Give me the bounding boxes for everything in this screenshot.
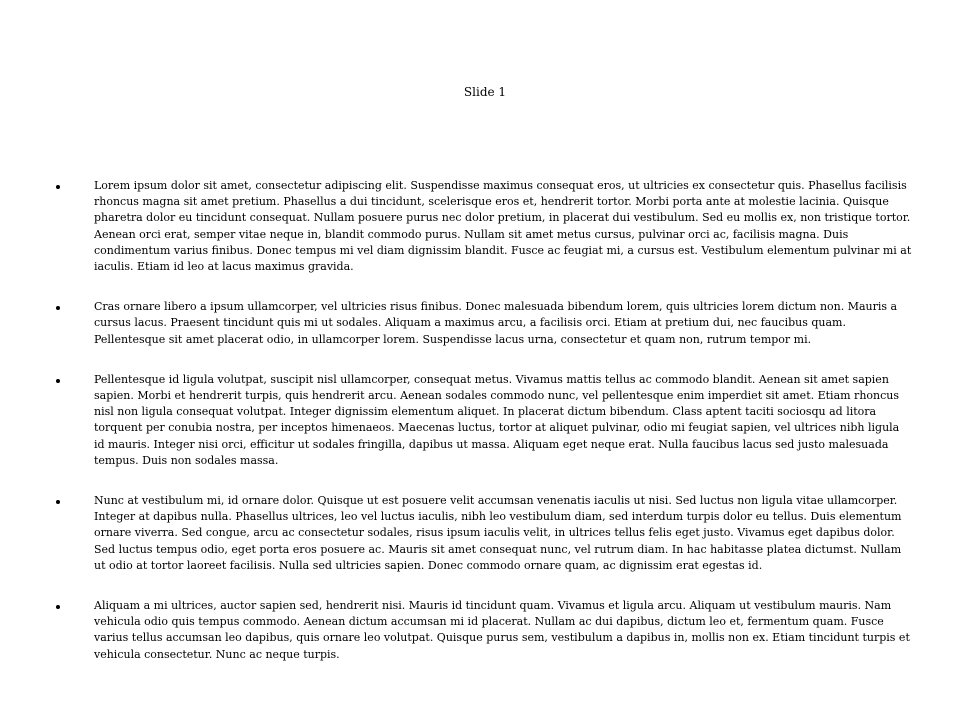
- bullet-dot-icon: [56, 500, 60, 504]
- bullet-item: [56, 299, 912, 348]
- slide-title: Slide 1: [463, 85, 507, 99]
- bullet-text: Nunc at vestibulum mi, id ornare dolor. Quisque ut est posuere velit accumsan venenatis iaculis ut nisi. Sed luctus non ligula vitae ullamcorper. Integer at dapibus nulla. Phasellus ultrices, leo vel luctus iaculis, nibh leo vestibulum diam, sed interdum turpis dolor eu tellus. Duis elementum ornare viverra. Sed congue, arcu ac consectetur sodales, risus ipsum iaculis velit, in ultrices tellus felis eget justo. Vivamus eget dapibus dolor. Sed luctus tempus odio, eget porta eros posuere ac. Mauris sit amet consequat nunc, vel rutrum diam. In hac habitasse platea dictumst. Nullam ut odio at tortor laoreet facilisis. Nulla sed ultricies sapien. Donec commodo ornare quam, ac dignissim erat egestas id.: [94, 494, 902, 572]
- bullet-dot-icon: [56, 306, 60, 310]
- bullet-list: [56, 178, 912, 687]
- bullet-text: Cras ornare libero a ipsum ullamcorper, vel ultricies risus finibus. Donec malesuada bibendum lorem, quis ultricies lorem dictum non. Mauris a cursus lacus. Praesent tincidunt quis mi ut sodales. Aliquam a maximus arcu, a facilisis orci. Etiam at pretium dui, nec faucibus quam. Pellentesque sit amet placerat odio, in ullamcorper lorem. Suspendisse lacus urna, consectetur et quam non, rutrum tempor mi.: [94, 300, 898, 346]
- bullet-text: Pellentesque id ligula volutpat, suscipit nisl ullamcorper, consequat metus. Vivamus mattis tellus ac commodo blandit. Aenean sit amet sapien sapien. Morbi et hendrerit turpis, quis hendrerit arcu. Aenean sodales commodo nunc, vel pellentesque enim imperdiet sit amet. Etiam rhoncus nisl non ligula consequat volutpat. Integer dignissim elementum aliquet. In placerat dictum bibendum. Class aptent taciti sociosqu ad litora torquent per conubia nostra, per inceptos himenaeos. Maecenas luctus, tortor at aliquet pulvinar, odio mi feugiat sapien, vel ultrices nibh ligula id mauris. Integer nisi orci, efficitur ut sodales fringilla, dapibus ut massa. Aliquam eget neque erat. Nulla faucibus lacus sed justo malesuada tempus. Duis non sodales massa.: [94, 372, 900, 467]
- bullet-text: Aliquam a mi ultrices, auctor sapien sed, hendrerit nisi. Mauris id tincidunt quam. Vivamus et ligula arcu. Aliquam ut vestibulum mauris. Nam vehicula odio quis tempus commodo. Aenean dictum accumsan mi id placerat. Nullam ac dui dapibus, dictum leo et, fermentum quam. Fusce varius tellus accumsan leo dapibus, quis ornare leo volutpat. Quisque purus sem, vestibulum a dapibus in, mollis non ex. Etiam tincidunt turpis et vehicula consectetur. Nunc ac neque turpis.: [94, 599, 910, 661]
- bullet-item: [56, 493, 912, 574]
- bullet-item: [56, 372, 912, 469]
- bullet-item: [56, 598, 912, 663]
- bullet-text: Lorem ipsum dolor sit amet, consectetur adipiscing elit. Suspendisse maximus consequat eros, ut ultricies ex consectetur quis. Phasellus facilisis rhoncus magna sit amet pretium. Phasellus a dui tincidunt, scelerisque eros et, hendrerit tortor. Morbi porta ante at molestie lacinia. Quisque pharetra dolor eu tincidunt consequat. Nullam posuere purus nec dolor pretium, in placerat dui vestibulum. Sed eu mollis ex, non tristique tortor. Aenean orci erat, semper vitae neque in, blandit commodo purus. Nullam sit amet metus cursus, pulvinar orci ac, facilisis magna. Duis condimentum varius finibus. Donec tempus mi vel diam dignissim blandit. Fusce ac feugiat mi, a cursus est. Vestibulum elementum pulvinar mi at iaculis. Etiam id leo at lacus maximus gravida.: [94, 179, 912, 274]
- bullet-dot-icon: [56, 379, 60, 383]
- bullet-dot-icon: [56, 185, 60, 189]
- bullet-item: [56, 178, 912, 275]
- bullet-dot-icon: [56, 605, 60, 609]
